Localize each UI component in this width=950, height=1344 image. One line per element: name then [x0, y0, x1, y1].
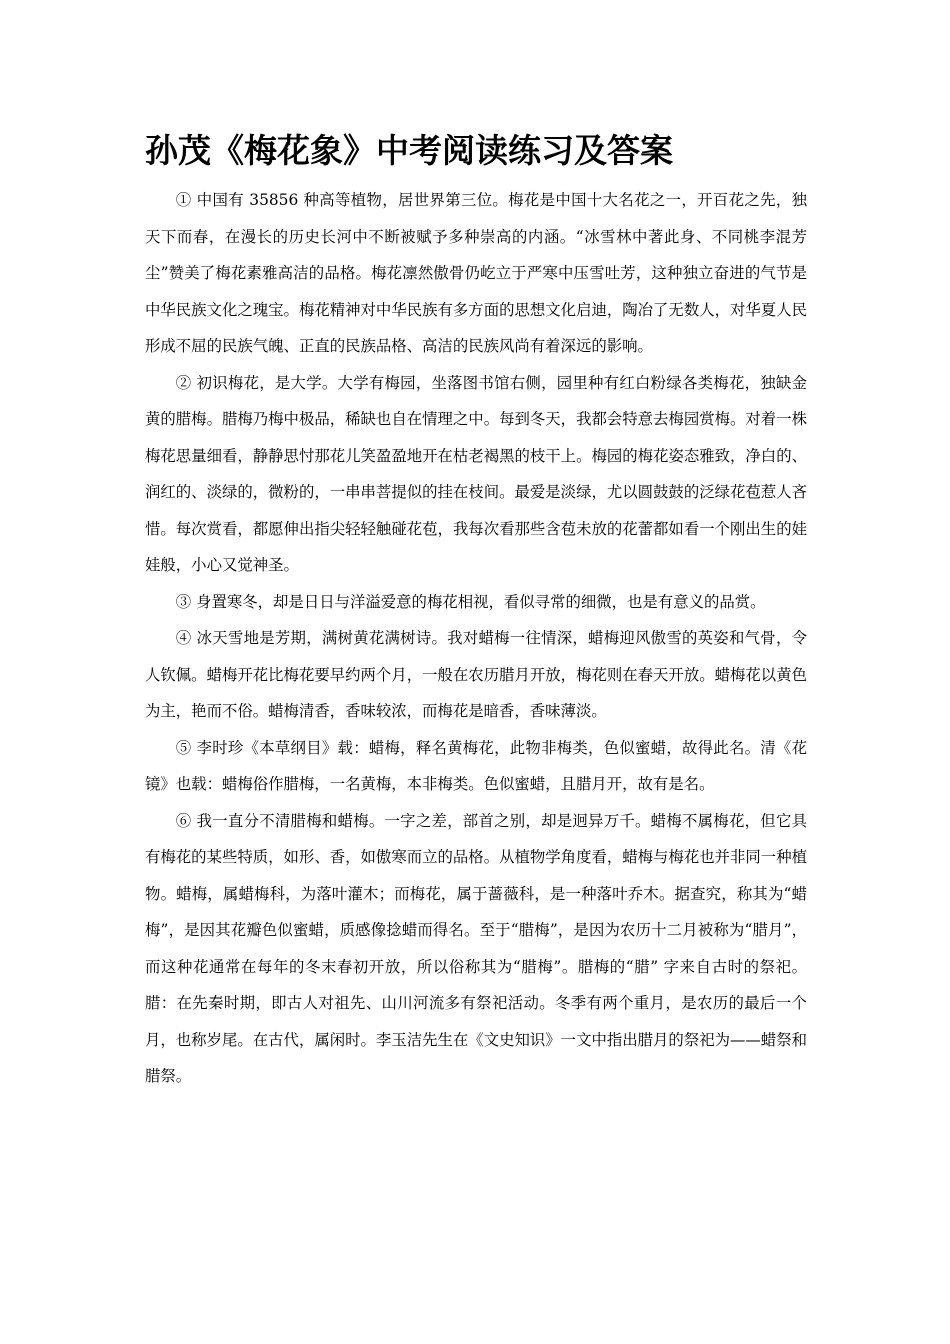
paragraph-6: ⑥ 我一直分不清腊梅和蜡梅。一字之差，部首之别，却是迥异万千。蜡梅不属梅花，但它具有梅花的某些特质，如形、香，如傲寒而立的品格。从植物学角度看，蜡梅与梅花也并非同一种植物。蜡梅，属蜡梅科，为落叶灌木；而梅花，属于蔷薇科，是一种落叶乔木。据查究，称其为“蜡梅”，是因其花瓣色似蜜蜡，质感像捻蜡而得名。至于“腊梅”，是因为农历十二月被称为“腊月”，而这种花通常在每年的冬末春初开放，所以俗称其为“腊梅”。腊梅的“腊” 字来自古时的祭祀。腊：在先秦时期，即古人对祖先、山川河流多有祭祀活动。冬季有两个重月，是农历的最后一个月，也称岁尾。在古代，属闲时。李玉洁先生在《文史知识》一文中指出腊月的祭祀为——蜡祭和腊祭。 — [145, 811, 807, 1085]
paragraph-2: ② 初识梅花，是大学。大学有梅园，坐落图书馆右侧，园里种有红白粉绿各类梅花，独缺金黄的腊梅。腊梅乃梅中极品，稀缺也自在情理之中。每到冬天，我都会特意去梅园赏梅。对着一株梅花思量细看，静静思忖那花儿笑盈盈地开在枯老褐黑的枝干上。梅园的梅花姿态雅致，净白的、润红的、淡绿的，微粉的，一串串菩提似的挂在枝间。最爱是淡绿，尤以圆鼓鼓的泛绿花苞惹人吝惜。每次赏看，都愿伸出指尖轻轻触碰花苞，我每次看那些含苞未放的花蕾都如看一个刚出生的娃娃般，小心又觉神圣。 — [145, 373, 807, 574]
paragraph-5: ⑤ 李时珍《本草纲目》载：蜡梅，释名黄梅花，此物非梅类，色似蜜蜡，故得此名。清《花镜》也载：蜡梅俗作腊梅，一名黄梅，本非梅类。色似蜜蜡，且腊月开，故有是名。 — [145, 738, 807, 793]
document-page — [145, 128, 807, 1095]
paragraph-3: ③ 身置寒冬，却是日日与洋溢爱意的梅花相视，看似寻常的细微，也是有意义的品赏。 — [175, 592, 766, 611]
document-title: 孙茂《梅花象》中考阅读练习及答案 — [145, 131, 673, 170]
paragraph-1: ① 中国有 35856 种高等植物，居世界第三位。梅花是中国十大名花之一，开百花之先，独天下而春，在漫长的历史长河中不断被赋予多种崇高的内涵。“冰雪林中著此身、不同桃李混芳尘”赞美了梅花素雅高洁的品格。梅花凛然傲骨仍屹立于严寒中压雪吐芳，这种独立奋进的气节是中华民族文化之瑰宝。梅花精神对中华民族有多方面的思想文化启迪，陶冶了无数人，对华夏人民形成不屈的民族气魄、正直的民族品格、高洁的民族风尚有着深远的影响。 — [145, 191, 807, 355]
paragraph-4: ④ 冰天雪地是芳期，满树黄花满树诗。我对蜡梅一往情深，蜡梅迎风傲雪的英姿和气骨，令人钦佩。蜡梅开花比梅花要早约两个月，一般在农历腊月开放，梅花则在春天开放。蜡梅花以黄色为主，艳而不俗。蜡梅清香，香味较浓，而梅花是暗香，香味薄淡。 — [145, 629, 807, 720]
